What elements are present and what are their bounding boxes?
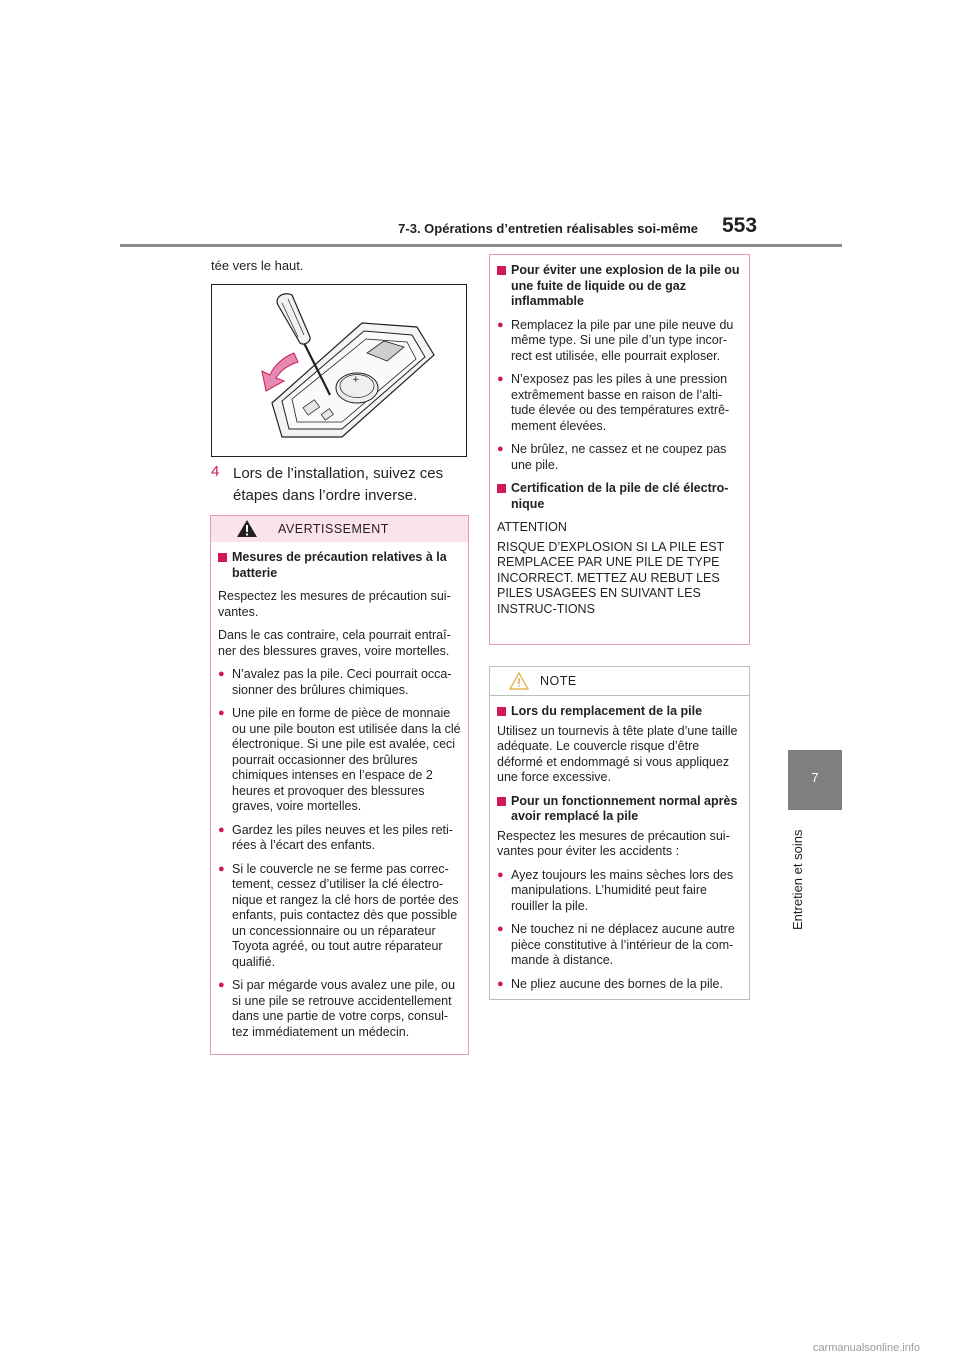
explosion-list-item-text: Ne brûlez, ne cassez et ne coupez pas une pile.: [511, 442, 727, 472]
note-heading-text: Pour un fonctionnement normal après avoir remplacé la pile: [511, 793, 738, 823]
circle-bullet-icon: ●: [497, 318, 504, 331]
warning-list-item: [218, 667, 461, 698]
caution-triangle-icon: [509, 672, 529, 690]
square-bullet-icon: [497, 266, 506, 275]
circle-bullet-icon: ●: [218, 862, 225, 875]
note-list-item-text: Ne touchez ni ne déplacez aucune autre pièce constitutive à l’intérieur de la com-mande à distance.: [511, 922, 735, 967]
warning-list-item: [218, 823, 461, 854]
circle-bullet-icon: ●: [497, 443, 504, 455]
warning-list-item-text: Une pile en forme de pièce de monnaie ou une pile bouton est utilisée dans la clé électronique. Si une pile est avalée, ceci pourrait occasionner des brûlures chimiques intenses en l’espace de 2 heures et provoquer des blessures graves, voire mortelles.: [232, 706, 461, 813]
note-header: [490, 667, 749, 696]
note-title: NOTE: [540, 674, 577, 688]
certification-heading: [497, 481, 742, 512]
explosion-heading-text: Pour éviter une explosion de la pile ou une fuite de liquide ou de gaz inflammable: [511, 263, 740, 308]
certification-heading-text: Certification de la pile de clé électro-nique: [511, 481, 729, 511]
attention-label: ATTENTION: [497, 520, 567, 534]
note-paragraph: Respectez les mesures de précaution sui-vantes pour éviter les accidents :: [497, 828, 730, 858]
note-heading: [497, 794, 742, 825]
chapter-title: [786, 816, 806, 936]
explosion-list-item-text: Remplacez la pile par une pile neuve du même type. Si une pile d’un type incor-rect est utilisée, elle pourrait exploser.: [511, 317, 734, 363]
battery-replacement-illustration: [211, 284, 467, 457]
circle-bullet-icon: ●: [218, 979, 225, 991]
square-bullet-icon: [497, 797, 506, 806]
warning-heading: [218, 550, 461, 581]
certification-caps-text: RISQUE D’EXPLOSION SI LA PILE EST REMPLACEE PAR UNE PILE DE TYPE INCORRECT. METTEZ AU REBUT LES PILES USAGEES EN SUIVANT LES INSTRUC-TIONS: [497, 539, 724, 616]
explosion-list-item: [497, 372, 742, 434]
explosion-list-item: [497, 442, 742, 473]
note-list-item-text: Ayez toujours les mains sèches lors des manipulations. L’humidité peut faire rouiller la pile.: [511, 867, 734, 913]
warning-list-item: [218, 862, 461, 971]
key-fob-screwdriver-drawing: [212, 285, 466, 456]
note-paragraph: Utilisez un tournevis à tête plate d’une taille adéquate. Le couvercle risque d’être déformé et endommagé si vous appliquez une force excessive.: [497, 723, 738, 784]
warning-list-item: [218, 978, 461, 1040]
warning-list-item-text: Si le couvercle ne se ferme pas correc-tement, cessez d’utiliser la clé électro-nique et rangez la clé hors de portée des enfants, puis contactez dès que possible un concessionnaire ou un réparateur Toyota agréé, ou tout autre réparateur qualifié.: [232, 861, 459, 969]
page-number: 553: [722, 214, 758, 237]
section-title: 7-3. Opérations d’entretien réalisables soi-même: [398, 221, 698, 236]
warning-list-item-text: Gardez les piles neuves et les piles reti-rées à l’écart des enfants.: [232, 822, 453, 852]
note-box: [489, 666, 750, 1000]
warning-list-item-text: Si par mégarde vous avalez une pile, ou si une pile se retrouve accidentellement dans une partie de votre corps, consul-tez immédiatement un médecin.: [232, 978, 456, 1039]
circle-bullet-icon: ●: [218, 707, 225, 719]
intro-text: tée vers le haut.: [211, 258, 304, 273]
svg-text:+: +: [352, 375, 360, 385]
warning-continued-box: [489, 254, 750, 645]
step-text: Lors de l’installation, suivez ces étapes dans l’ordre inverse.: [233, 465, 444, 504]
step-number: 4: [211, 463, 220, 480]
square-bullet-icon: [497, 707, 506, 716]
warning-paragraph: Respectez les mesures de précaution sui-vantes.: [218, 589, 451, 619]
note-list-item: [497, 922, 742, 969]
explosion-list-item: [497, 318, 742, 365]
warning-box: [210, 515, 469, 1055]
note-list-item: [497, 868, 742, 915]
square-bullet-icon: [497, 484, 506, 493]
circle-bullet-icon: ●: [497, 373, 504, 385]
chapter-title-text: Entretien et soins: [790, 829, 805, 930]
circle-bullet-icon: ●: [218, 823, 225, 836]
warning-paragraph: Dans le cas contraire, cela pourrait entraî-ner des blessures graves, voire mortelles.: [218, 628, 451, 658]
note-list-item-text: Ne pliez aucune des bornes de la pile.: [511, 976, 723, 991]
watermark-text: carmanualsonline.info: [812, 1342, 920, 1354]
warning-heading-text: Mesures de précaution relatives à la batterie: [232, 550, 447, 580]
warning-list-item-text: N’avalez pas la pile. Ceci pourrait occa-sionner des brûlures chimiques.: [232, 667, 452, 697]
watermark: [0, 1340, 960, 1358]
header-divider: [120, 244, 842, 247]
explosion-heading: [497, 263, 742, 310]
circle-bullet-icon: ●: [497, 977, 504, 990]
circle-bullet-icon: ●: [497, 868, 504, 881]
explosion-list-item-text: N’exposez pas les piles à une pression extrêmement basse en raison de l’alti-tude élevée ou des températures extrê-mement élevées.: [511, 372, 730, 433]
note-heading: [497, 704, 742, 720]
chapter-number: 7: [811, 770, 819, 785]
circle-bullet-icon: ●: [497, 923, 504, 935]
warning-title: AVERTISSEMENT: [278, 522, 389, 536]
warning-list-item: [218, 706, 461, 815]
square-bullet-icon: [218, 553, 227, 562]
circle-bullet-icon: ●: [218, 668, 225, 680]
warning-triangle-icon: [236, 519, 258, 538]
note-heading-text: Lors du remplacement de la pile: [511, 704, 703, 718]
note-list-item: [497, 977, 742, 993]
warning-header: [211, 516, 468, 542]
